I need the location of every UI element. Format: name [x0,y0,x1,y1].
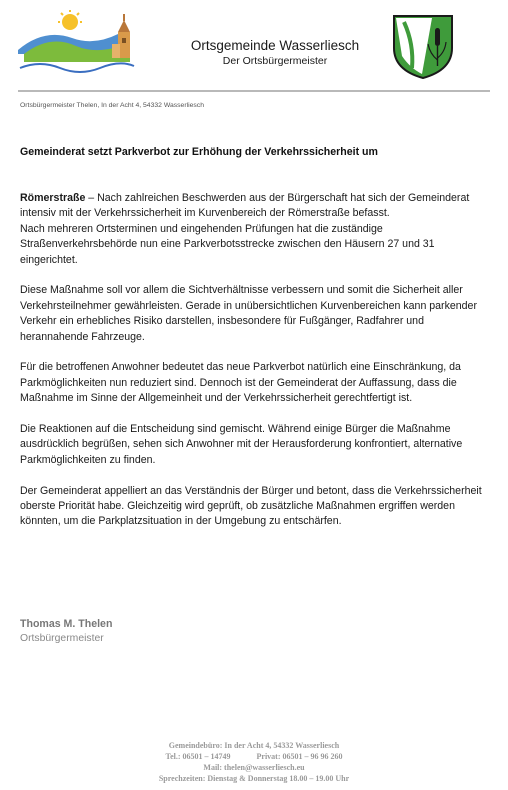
footer-hours: Sprechzeiten: Dienstag & Donnerstag 18.00 – 19.00 Uhr [158,774,350,783]
footer-mail: Mail: thelen@wasserliesch.eu [203,763,305,772]
footer-tel: Tel.: 06501 – 14749 [165,752,231,761]
municipality-title: Ortsgemeinde Wasserliesch [190,38,360,53]
signature-name: Thomas M. Thelen [20,618,113,630]
logo-graphic-icon [14,10,138,88]
paragraph-2: Diese Maßnahme soll vor allem die Sichtverhältnisse verbessern und somit die Sicherheit aller Verkehrsteilnehmer gewährleisten. Gerade in unübersichtlichen Kurvenbereichen kann parkender Verkehr ein erhebliches Risiko darstellen, insbesondere für Fußgänger, Radfahrer und herannahende Fahrzeuge. [20,284,477,343]
coat-of-arms [392,14,454,80]
letter-footer [118,740,390,784]
coat-of-arms-icon [392,14,454,80]
office-subtitle: Der Ortsbürgermeister [222,55,328,67]
header-divider [18,90,490,92]
paragraph-1-continuation: Nach mehreren Ortsterminen und eingehenden Prüfungen hat die zuständige Straßenverkehrsbehörde nun eine Parkverbotsstrecke zwischen den Häusern 27 und 31 eingerichtet. [20,222,435,266]
footer-phone-line [118,751,390,762]
letter-body [20,191,492,545]
municipality-logo [14,10,138,88]
paragraph-1 [20,191,492,268]
footer-office-address: Gemeindebüro: In der Acht 4, 54332 Wasserliesch [168,741,340,750]
paragraph-3: Für die betroffenen Anwohner bedeutet das neue Parkverbot natürlich eine Einschränkung, da Parkmöglichkeiten nun reduziert sind. Dennoch ist der Gemeinderat der Auffassung, dass die Maßnahme im Sinne der Allgemeinheit und der Verkehrssicherheit gerechtfertigt ist. [20,361,461,405]
letterhead-text [150,37,400,68]
press-release-headline: Gemeinderat setzt Parkverbot zur Erhöhung der Verkehrssicherheit um [20,146,378,158]
paragraph-4: Die Reaktionen auf die Entscheidung sind gemischt. Während einige Bürger die Maßnahme ausdrücklich begrüßen, sehen sich Anwohner mit der Herausforderung konfrontiert, alternative Parkmöglichkeiten zu finden. [20,423,463,466]
sender-address-line: Ortsbürgermeister Thelen, In der Acht 4, 54332 Wasserliesch [20,102,204,109]
signature-role: Ortsbürgermeister [20,633,104,644]
footer-private-tel: Privat: 06501 – 96 96 260 [256,752,343,761]
paragraph-5: Der Gemeinderat appelliert an das Verständnis der Bürger und betont, dass die Verkehrssicherheit oberste Priorität habe. Gleichzeitig wird geprüft, ob zusätzliche Maßnahmen ergriffen werden könnten, um die Parkplatzsituation in der Umgebung zu entschärfen. [20,484,482,528]
paragraph-1-text: – Nach zahlreichen Beschwerden aus der Bürgerschaft hat sich der Gemeinderat intensiv mit der Verkehrssicherheit im Kurvenbereich der Römerstraße befasst. [20,192,470,220]
street-lead: Römerstraße [20,192,86,204]
